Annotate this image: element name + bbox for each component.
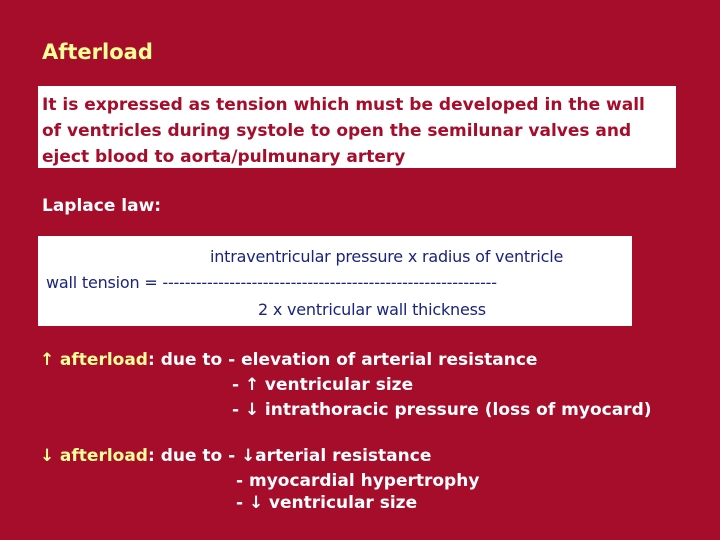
- increase-prefix: : due to - elevation of arterial resistance: [147, 350, 538, 370]
- definition-line-2: of ventricles during systole to open the semilunar valves and: [42, 121, 632, 141]
- definition-line-1: It is expressed as tension which must be developed in the wall: [42, 95, 645, 115]
- decrease-row-1: [40, 446, 431, 466]
- increase-row-2: - ↑ ventricular size: [232, 375, 414, 395]
- down-arrow-icon: ↓: [248, 493, 264, 513]
- laplace-label: Laplace law:: [42, 196, 162, 216]
- increase-item-2: ventricular size: [264, 375, 414, 395]
- down-arrow-icon: ↓: [241, 446, 256, 466]
- decrease-prefix: : due to -: [147, 446, 242, 466]
- increase-afterload-word: afterload: [59, 350, 148, 370]
- formula-numerator: intraventricular pressure x radius of ventricle: [210, 247, 564, 266]
- decrease-item-3: ventricular size: [268, 493, 418, 513]
- increase-row-1: [40, 350, 537, 370]
- slide-title: Afterload: [42, 40, 153, 64]
- down-arrow-icon: ↓: [244, 400, 260, 420]
- down-arrow-icon: ↓: [40, 446, 55, 466]
- decrease-afterload-word: afterload: [59, 446, 148, 466]
- up-arrow-icon: ↑: [244, 375, 260, 395]
- formula-lhs: wall tension = ------------------------------------------------------------: [46, 273, 497, 292]
- decrease-row-2: [236, 471, 479, 491]
- increase-row-3: - ↓ intrathoracic pressure (loss of myocard): [232, 400, 652, 420]
- up-arrow-icon: ↑: [40, 350, 55, 370]
- formula-denominator: 2 x ventricular wall thickness: [258, 300, 486, 319]
- increase-item-3: intrathoracic pressure (loss of myocard): [264, 400, 652, 420]
- decrease-item-2: - myocardial hypertrophy: [236, 471, 480, 491]
- definition-box: [38, 86, 676, 168]
- definition-line-3: eject blood to aorta/pulmunary artery: [42, 147, 406, 167]
- decrease-row-3: - ↓ ventricular size: [236, 493, 418, 513]
- decrease-item-1: arterial resistance: [255, 446, 432, 466]
- formula-box: [38, 236, 632, 326]
